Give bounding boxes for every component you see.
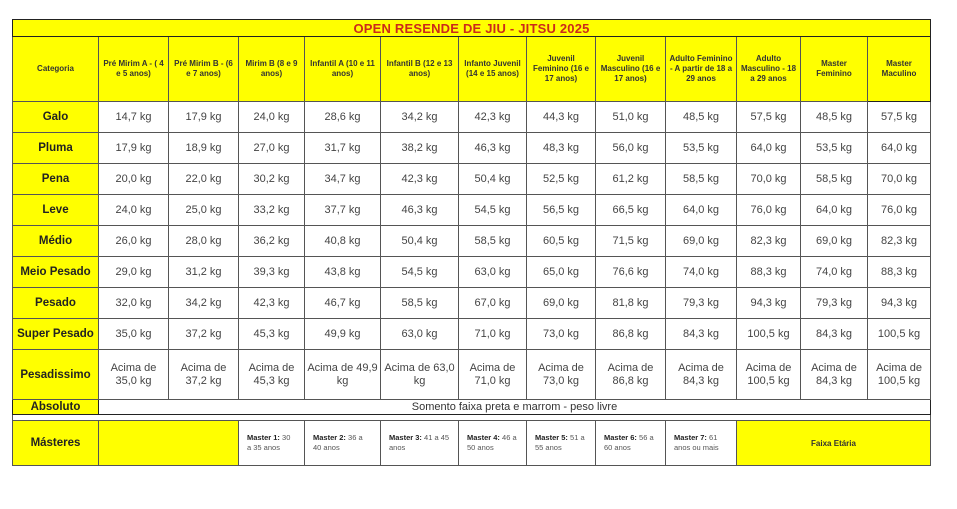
weight-cell: 37,7 kg — [305, 195, 381, 226]
weight-cell: 17,9 kg — [99, 133, 169, 164]
weight-cell: 56,5 kg — [527, 195, 596, 226]
master-label: Master 2: — [313, 433, 346, 442]
header-column: Pré Mirim A - ( 4 e 5 anos) — [99, 37, 169, 102]
title-row — [13, 20, 931, 37]
weight-cell: 53,5 kg — [801, 133, 868, 164]
weight-cell: 79,3 kg — [666, 288, 737, 319]
table-row — [13, 133, 931, 164]
weight-cell: 46,3 kg — [459, 133, 527, 164]
weight-cell: Acima de 86,8 kg — [596, 350, 666, 400]
row-category: Leve — [13, 195, 99, 226]
weight-cell: Acima de 84,3 kg — [666, 350, 737, 400]
weight-cell: Acima de 73,0 kg — [527, 350, 596, 400]
weight-cell: 58,5 kg — [459, 226, 527, 257]
weight-cell: Acima de 45,3 kg — [239, 350, 305, 400]
weight-cell: 46,7 kg — [305, 288, 381, 319]
weight-cell: 82,3 kg — [868, 226, 931, 257]
header-column: Adulto Feminino - A partir de 18 a 29 anos — [666, 37, 737, 102]
weight-cell: 46,3 kg — [381, 195, 459, 226]
master-age-cell — [596, 421, 666, 466]
weight-cell: 63,0 kg — [381, 319, 459, 350]
row-category: Pluma — [13, 133, 99, 164]
master-label: Master 5: — [535, 433, 568, 442]
weight-cell: 43,8 kg — [305, 257, 381, 288]
weight-cell: 70,0 kg — [868, 164, 931, 195]
weight-cell: 84,3 kg — [801, 319, 868, 350]
weight-cell: 64,0 kg — [801, 195, 868, 226]
weight-cell: 58,5 kg — [801, 164, 868, 195]
weight-cell: 42,3 kg — [239, 288, 305, 319]
weight-cell: 57,5 kg — [737, 102, 801, 133]
weight-cell: 74,0 kg — [666, 257, 737, 288]
weight-cell: 58,5 kg — [666, 164, 737, 195]
weight-cell: 71,5 kg — [596, 226, 666, 257]
header-column: Infanto Juvenil (14 e 15 anos) — [459, 37, 527, 102]
weight-cell: 66,5 kg — [596, 195, 666, 226]
weight-cell: 79,3 kg — [801, 288, 868, 319]
weight-cell: 18,9 kg — [169, 133, 239, 164]
header-column: Master Feminino — [801, 37, 868, 102]
table-row — [13, 195, 931, 226]
master-range: 41 a 45 anos — [389, 433, 450, 452]
absoluto-note: Somento faixa preta e marrom - peso livre — [99, 400, 931, 415]
weight-cell: 76,6 kg — [596, 257, 666, 288]
weight-cell: 44,3 kg — [527, 102, 596, 133]
weight-cell: 73,0 kg — [527, 319, 596, 350]
header-row — [13, 37, 931, 102]
weight-cell: 22,0 kg — [169, 164, 239, 195]
weight-cell: 42,3 kg — [459, 102, 527, 133]
weight-cell: 84,3 kg — [666, 319, 737, 350]
weight-categories-table — [12, 19, 931, 466]
master-range: 46 a 50 anos — [467, 433, 517, 452]
weight-cell: 64,0 kg — [737, 133, 801, 164]
master-age-cell — [527, 421, 596, 466]
weight-cell: 60,5 kg — [527, 226, 596, 257]
weight-cell: 24,0 kg — [99, 195, 169, 226]
weight-cell: 76,0 kg — [737, 195, 801, 226]
master-label: Master 7: — [674, 433, 707, 442]
weight-cell: 50,4 kg — [459, 164, 527, 195]
masters-category: Másteres — [13, 421, 99, 466]
weight-cell: 100,5 kg — [868, 319, 931, 350]
weight-cell: 67,0 kg — [459, 288, 527, 319]
weight-cell: 74,0 kg — [801, 257, 868, 288]
weight-cell: Acima de 49,9 kg — [305, 350, 381, 400]
weight-cell: Acima de 71,0 kg — [459, 350, 527, 400]
master-range: 51 a 55 anos — [535, 433, 585, 452]
weight-cell: 30,2 kg — [239, 164, 305, 195]
weight-cell: 25,0 kg — [169, 195, 239, 226]
weight-cell: 31,7 kg — [305, 133, 381, 164]
weight-cell: 28,6 kg — [305, 102, 381, 133]
table-row — [13, 350, 931, 400]
weight-cell: 37,2 kg — [169, 319, 239, 350]
weight-cell: 63,0 kg — [459, 257, 527, 288]
row-category: Pena — [13, 164, 99, 195]
weight-cell: 39,3 kg — [239, 257, 305, 288]
table-body — [13, 102, 931, 400]
weight-cell: 40,8 kg — [305, 226, 381, 257]
table-row — [13, 226, 931, 257]
weight-cell: 57,5 kg — [868, 102, 931, 133]
weight-cell: 76,0 kg — [868, 195, 931, 226]
header-column: Mirim B (8 e 9 anos) — [239, 37, 305, 102]
weight-cell: 27,0 kg — [239, 133, 305, 164]
weight-cell: Acima de 100,5 kg — [868, 350, 931, 400]
weight-cell: 48,3 kg — [527, 133, 596, 164]
weight-cell: 24,0 kg — [239, 102, 305, 133]
weight-cell: 94,3 kg — [737, 288, 801, 319]
header-column: Infantil B (12 e 13 anos) — [381, 37, 459, 102]
weight-cell: 34,2 kg — [169, 288, 239, 319]
master-age-cell — [459, 421, 527, 466]
weight-cell: 48,5 kg — [666, 102, 737, 133]
weight-cell: Acima de 84,3 kg — [801, 350, 868, 400]
weight-cell: 71,0 kg — [459, 319, 527, 350]
weight-cell: 69,0 kg — [801, 226, 868, 257]
weight-cell: 20,0 kg — [99, 164, 169, 195]
row-category: Médio — [13, 226, 99, 257]
weight-cell: 34,7 kg — [305, 164, 381, 195]
row-category: Galo — [13, 102, 99, 133]
weight-cell: 14,7 kg — [99, 102, 169, 133]
header-column: Infantil A (10 e 11 anos) — [305, 37, 381, 102]
masters-blank-cell — [99, 421, 239, 466]
header-column: Juvenil Feminino (16 e 17 anos) — [527, 37, 596, 102]
master-age-cell — [666, 421, 737, 466]
masters-row — [13, 421, 931, 466]
weight-cell: 33,2 kg — [239, 195, 305, 226]
table-row — [13, 288, 931, 319]
weight-cell: 86,8 kg — [596, 319, 666, 350]
weight-cell: 48,5 kg — [801, 102, 868, 133]
weight-cell: 69,0 kg — [666, 226, 737, 257]
weight-cell: 61,2 kg — [596, 164, 666, 195]
weight-cell: 69,0 kg — [527, 288, 596, 319]
master-label: Master 1: — [247, 433, 280, 442]
master-age-cell — [305, 421, 381, 466]
weight-cell: 49,9 kg — [305, 319, 381, 350]
weight-cell: 58,5 kg — [381, 288, 459, 319]
weight-cell: 81,8 kg — [596, 288, 666, 319]
weight-cell: 64,0 kg — [666, 195, 737, 226]
table-title: OPEN RESENDE DE JIU - JITSU 2025 — [13, 20, 931, 37]
weight-cell: 29,0 kg — [99, 257, 169, 288]
weight-cell: 53,5 kg — [666, 133, 737, 164]
master-range: 56 a 60 anos — [604, 433, 654, 452]
table-row — [13, 319, 931, 350]
weight-cell: Acima de 100,5 kg — [737, 350, 801, 400]
weight-cell: 65,0 kg — [527, 257, 596, 288]
weight-cell: 82,3 kg — [737, 226, 801, 257]
table-row — [13, 164, 931, 195]
row-category: Super Pesado — [13, 319, 99, 350]
weight-cell: 28,0 kg — [169, 226, 239, 257]
master-range: 30 a 35 anos — [247, 433, 291, 452]
table-row — [13, 257, 931, 288]
master-label: Master 3: — [389, 433, 422, 442]
weight-cell: 51,0 kg — [596, 102, 666, 133]
master-range: 36 a 40 anos — [313, 433, 363, 452]
absoluto-category: Absoluto — [13, 400, 99, 415]
weight-cell: 54,5 kg — [381, 257, 459, 288]
absoluto-row — [13, 400, 931, 415]
weight-table-sheet — [12, 19, 930, 466]
weight-cell: 17,9 kg — [169, 102, 239, 133]
header-categoria: Categoria — [13, 37, 99, 102]
weight-cell: 56,0 kg — [596, 133, 666, 164]
weight-cell: 34,2 kg — [381, 102, 459, 133]
weight-cell: 45,3 kg — [239, 319, 305, 350]
table-row — [13, 102, 931, 133]
row-category: Pesado — [13, 288, 99, 319]
master-label: Master 6: — [604, 433, 637, 442]
master-label: Master 4: — [467, 433, 500, 442]
weight-cell: 31,2 kg — [169, 257, 239, 288]
header-column: Juvenil Masculino (16 e 17 anos) — [596, 37, 666, 102]
weight-cell: Acima de 35,0 kg — [99, 350, 169, 400]
weight-cell: 70,0 kg — [737, 164, 801, 195]
weight-cell: 50,4 kg — [381, 226, 459, 257]
weight-cell: Acima de 37,2 kg — [169, 350, 239, 400]
master-age-cell — [239, 421, 305, 466]
master-range: 61 anos ou mais — [674, 433, 719, 452]
weight-cell: Acima de 63,0 kg — [381, 350, 459, 400]
weight-cell: 42,3 kg — [381, 164, 459, 195]
weight-cell: 38,2 kg — [381, 133, 459, 164]
weight-cell: 88,3 kg — [737, 257, 801, 288]
weight-cell: 26,0 kg — [99, 226, 169, 257]
master-age-cell — [381, 421, 459, 466]
weight-cell: 64,0 kg — [868, 133, 931, 164]
weight-cell: 35,0 kg — [99, 319, 169, 350]
header-column: Master Maculino — [868, 37, 931, 102]
weight-cell: 32,0 kg — [99, 288, 169, 319]
weight-cell: 88,3 kg — [868, 257, 931, 288]
weight-cell: 94,3 kg — [868, 288, 931, 319]
weight-cell: 100,5 kg — [737, 319, 801, 350]
weight-cell: 52,5 kg — [527, 164, 596, 195]
weight-cell: 36,2 kg — [239, 226, 305, 257]
header-column: Pré Mirim B - (6 e 7 anos) — [169, 37, 239, 102]
weight-cell: 54,5 kg — [459, 195, 527, 226]
row-category: Meio Pesado — [13, 257, 99, 288]
faixa-etaria-label: Faixa Etária — [737, 421, 931, 466]
header-column: Adulto Masculino - 18 a 29 anos — [737, 37, 801, 102]
row-category: Pesadissimo — [13, 350, 99, 400]
